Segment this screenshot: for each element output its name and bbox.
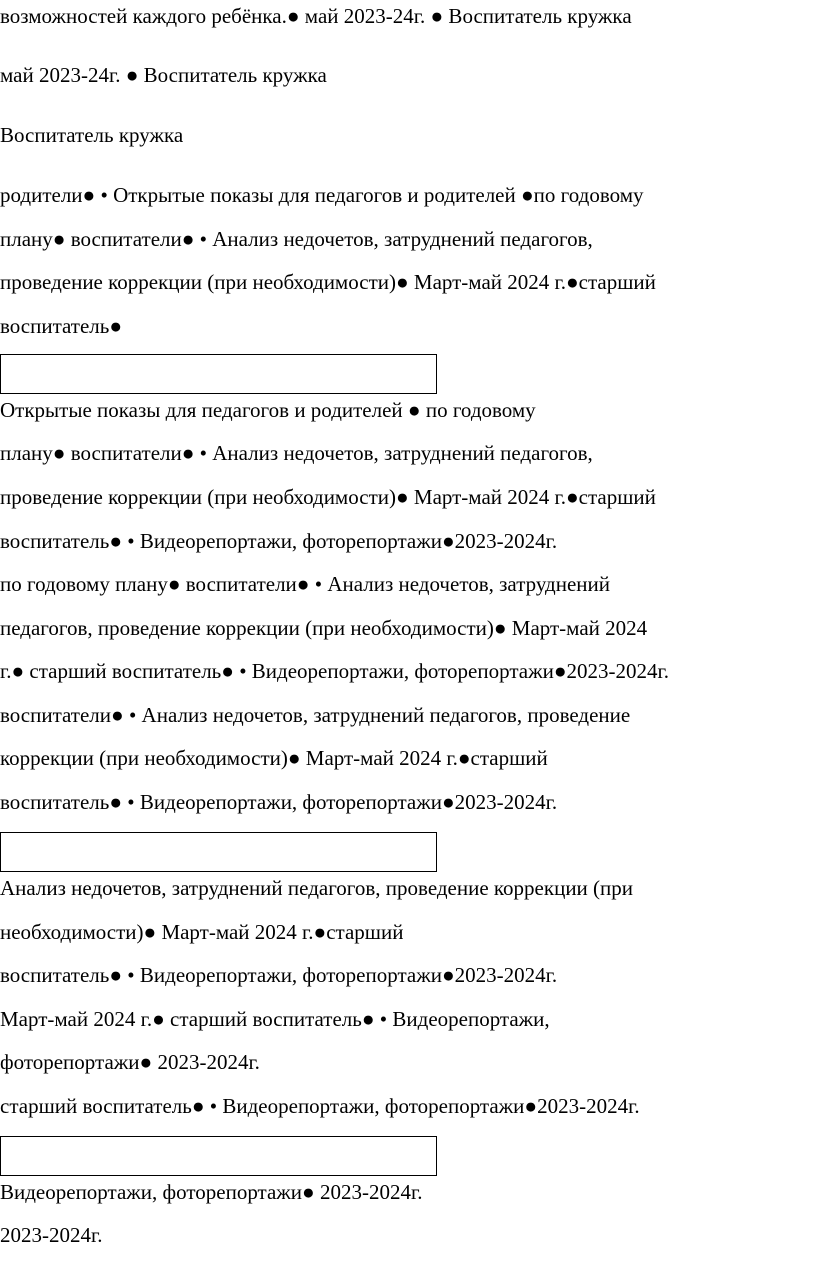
text-line: Видеорепортажи, фоторепортажи● 2023-2024г. (0, 1180, 423, 1204)
text-line: воспитатель● • Видеорепортажи, фоторепортажи●2023-2024г. (0, 790, 558, 814)
text-line: плану● воспитатели● • Анализ недочетов, затруднений педагогов, (0, 441, 593, 465)
text-line: фоторепортажи● 2023-2024г. (0, 1050, 260, 1074)
text-line: необходимости)● Март-май 2024 г.●старший (0, 920, 404, 944)
text-line: возможностей каждого ребёнка.● май 2023-24г. ● Воспитатель кружка (0, 4, 632, 28)
text-line: родители● • Открытые показы для педагогов и родителей ●по годовому (0, 183, 644, 207)
text-line: проведение коррекции (при необходимости)● Март-май 2024 г.●старший (0, 270, 656, 294)
text-line: проведение коррекции (при необходимости)● Март-май 2024 г.●старший (0, 485, 656, 509)
text-line: Март-май 2024 г.● старший воспитатель● • Видеорепортажи, (0, 1007, 550, 1031)
text-line: по годовому плану● воспитатели● • Анализ недочетов, затруднений (0, 572, 610, 596)
text-line: воспитатель● (0, 314, 123, 338)
text-line: май 2023-24г. ● Воспитатель кружка (0, 63, 327, 87)
text-line: Воспитатель кружка (0, 123, 184, 147)
text-line: г.● старший воспитатель● • Видеорепортажи, фоторепортажи●2023-2024г. (0, 659, 670, 683)
text-line: Анализ недочетов, затруднений педагогов, проведение коррекции (при (0, 876, 634, 900)
text-line: плану● воспитатели● • Анализ недочетов, затруднений педагогов, (0, 227, 593, 251)
text-line: воспитатель● • Видеорепортажи, фоторепортажи●2023-2024г. (0, 963, 558, 987)
text-line: воспитатель● • Видеорепортажи, фоторепортажи●2023-2024г. (0, 529, 558, 553)
text-box (0, 832, 437, 872)
text-box (0, 1136, 437, 1176)
text-line: 2023-2024г. (0, 1223, 103, 1247)
text-line: коррекции (при необходимости)● Март-май 2024 г.●старший (0, 746, 548, 770)
text-line: старший воспитатель● • Видеорепортажи, фоторепортажи●2023-2024г. (0, 1094, 640, 1118)
text-box (0, 354, 437, 394)
text-line: педагогов, проведение коррекции (при необходимости)● Март-май 2024 (0, 616, 648, 640)
text-line: Открытые показы для педагогов и родителей ● по годовому (0, 398, 536, 422)
text-line: воспитатели● • Анализ недочетов, затруднений педагогов, проведение (0, 703, 631, 727)
